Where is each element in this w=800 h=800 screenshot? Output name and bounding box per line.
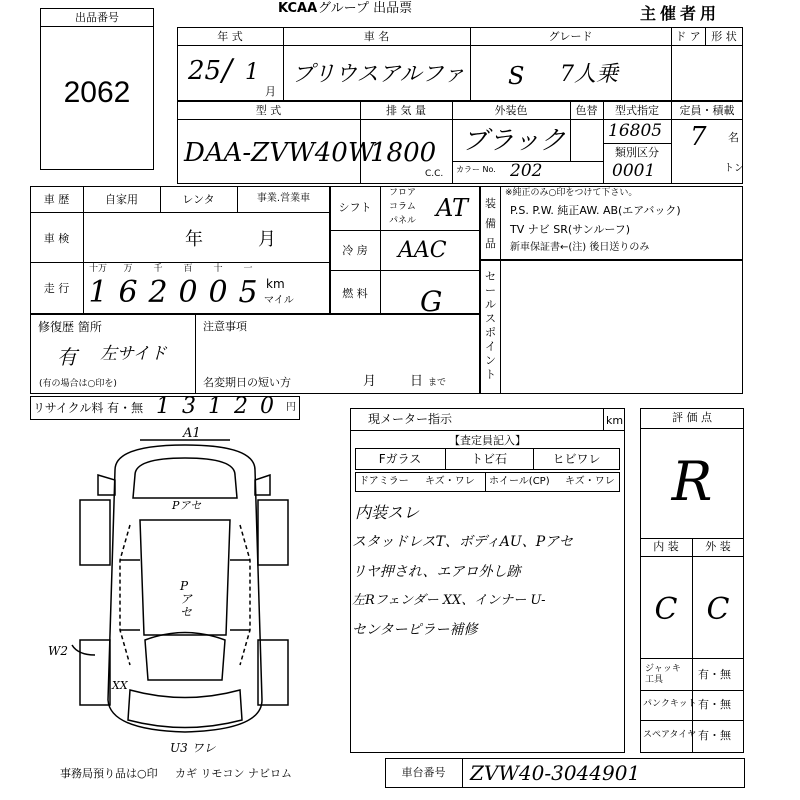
diagram-top-mark: A1 (183, 426, 201, 441)
inspector-line-1: 内装スレ (355, 503, 420, 522)
fuel-value: G (420, 285, 443, 318)
chassis-number: ZVW40-3044901 (470, 761, 641, 785)
capacity-unit: 名 (728, 131, 739, 144)
mileage-digit: 0 (178, 275, 198, 310)
diagram-roof-mark: Pアセ (172, 499, 202, 512)
seats-value: 7人乗 (560, 62, 618, 87)
notes-day: 日 (410, 374, 424, 389)
notes-until: まで (428, 378, 447, 388)
category-label: 類別区分 (615, 146, 659, 159)
recycle-digit: 2 (234, 394, 248, 419)
mirror-label: ドアミラー (359, 476, 409, 487)
shift-opt-column: コラム (389, 202, 416, 212)
recycle-digit: 3 (182, 394, 196, 419)
jack-yn: 有・無 (698, 668, 731, 681)
opt-business: 事業.営業車 (256, 193, 311, 204)
equip-line1: P.S. P.W. 純正AW. AB(エアバック) (510, 204, 681, 217)
diagram-bottom-left-mark: XX (112, 679, 128, 692)
displacement-value: 1800 (370, 138, 437, 168)
logo: KCAA (278, 1, 318, 16)
recycle-digit: 0 (260, 394, 274, 419)
sales-point-box (480, 260, 743, 394)
inspector-line-3: リヤ押され、エアロ外し跡 (352, 564, 521, 580)
year-value: 25 (188, 56, 222, 86)
month-value: 1 (245, 60, 259, 85)
type-designation-value: 16805 (608, 121, 663, 141)
displacement-label: 排 気 量 (386, 104, 426, 117)
mileage-digit: 5 (238, 275, 258, 310)
mileage-digit-label: 千 (153, 264, 163, 274)
mileage-digit-cell (173, 262, 203, 314)
inspector-label: 【査定員記入】 (449, 434, 526, 447)
opt-rental: レンタ (182, 193, 215, 206)
exterior-grade: C (706, 592, 730, 627)
ac-label: 冷 房 (342, 244, 368, 257)
year-label: 年 式 (217, 30, 243, 43)
mileage-digit-cell (233, 262, 263, 314)
equip-label: 装備品 (485, 197, 496, 250)
mileage-digit-cell (113, 262, 143, 314)
interior-grade: C (654, 592, 678, 627)
mileage-digit-label: 万 (123, 264, 133, 274)
type-designation-label: 型式指定 (615, 104, 659, 117)
km-label: km (266, 277, 285, 291)
repair-location: 左サイド (100, 344, 167, 364)
tobi-label: トビ石 (470, 452, 507, 466)
form-title: グループ 出品票 (318, 1, 413, 16)
deposit-items: カギ リモコン ナビロム (175, 767, 292, 780)
lot-number: 2062 (63, 76, 131, 109)
wheel-label: ホイール(CP) (489, 476, 550, 487)
shaken-label: 車 検 (43, 232, 70, 245)
chassis-label: 車台番号 (401, 766, 446, 779)
history-label: 車 歴 (43, 193, 70, 206)
capacity-label: 定員・積載 (679, 104, 735, 117)
recycle-digit-group (150, 396, 280, 420)
recycle-label: リサイクル料 有・無 (33, 401, 144, 415)
opt-private: 自家用 (105, 193, 138, 206)
meter-label: 現メーター指示 (368, 412, 453, 426)
car-name-label: 車 名 (363, 30, 390, 43)
inspector-line-2: スタッドレスT、ボディAU、Pアセ (352, 534, 573, 550)
notes-month: 月 (363, 374, 377, 389)
shape-label: 形 状 (711, 30, 737, 43)
mileage-digit-label: 一 (243, 264, 253, 274)
mileage-digit-cell (203, 262, 233, 314)
grade-label: グレード (548, 30, 593, 43)
color-change-label: 色替 (575, 104, 598, 117)
grade-score: R (671, 450, 713, 513)
diagram-body-mark: Pアセ (180, 579, 193, 619)
lot-number-label: 出品番号 (75, 11, 119, 24)
mirror-opts: キズ・ワレ (425, 476, 475, 487)
year-separator: / (222, 53, 233, 88)
inspector-line-5: センターピラー補修 (352, 622, 478, 638)
deposit-label: 事務局預り品は○印 (60, 767, 158, 780)
cc-label: C.C. (425, 169, 444, 179)
repair-label: 修復歴 箇所 (38, 320, 102, 334)
mileage-digit: 1 (88, 275, 108, 310)
equip-line2: TV ナビ SR(サンルーフ) (510, 223, 631, 236)
model-value: DAA-ZVW40W (184, 138, 375, 168)
category-value: 0001 (612, 161, 656, 181)
repair-mark: 有 (57, 345, 77, 369)
notes-label: 注意事項 (203, 320, 247, 333)
shift-opt-floor: フロア (389, 188, 417, 198)
puncture-label: パンクキット (643, 699, 697, 709)
fuel-label: 燃 料 (342, 287, 368, 300)
ext-color-label: 外装色 (494, 104, 528, 117)
short-shaken-label: 名変期日の短い方 (203, 376, 291, 389)
model-label: 型 式 (255, 104, 282, 117)
recycle-digit: 1 (156, 394, 170, 419)
equip-line3: 新車保証書←(注) 後日送りのみ (510, 242, 650, 253)
mileage-digit: 6 (118, 275, 138, 310)
ac-value: AAC (398, 238, 447, 263)
mileage-digit-label: 十万 (88, 264, 107, 274)
jack-label: ジャッキ工具 (645, 664, 681, 685)
grade-label-hdr: 評 価 点 (672, 411, 712, 424)
mileage-digit-group (83, 262, 263, 314)
meter-km: km (606, 414, 624, 427)
car-name: プリウスアルファ (292, 62, 466, 87)
organizer-label: 主催者用 (640, 4, 721, 23)
exterior-label: 外 装 (705, 540, 731, 553)
repair-note: (有の場合は○印を) (39, 379, 117, 389)
diagram-bottom-mark: U3 ワレ (170, 741, 216, 755)
sales-point-label: セールスポイント (485, 270, 496, 381)
wheel-opts: キズ・ワレ (565, 476, 615, 487)
mileage-digit-cell (143, 262, 173, 314)
hibi-label: ヒビワレ (552, 452, 601, 466)
mileage-digit: 0 (208, 275, 228, 310)
diagram-left-mark: W2 (48, 644, 68, 658)
fglass-label: Fガラス (378, 452, 422, 466)
mile-label: マイル (264, 295, 294, 306)
spare-label: スペアタイヤ (643, 730, 697, 740)
spare-yn: 有・無 (698, 729, 731, 742)
inspector-line-4: 左Rフェンダー XX、インナー U- (352, 593, 546, 608)
mileage-digit: 2 (148, 275, 168, 310)
shaken-year: 年 (185, 229, 203, 250)
mileage-digit-label: 十 (213, 264, 223, 274)
mileage-digit-label: 百 (183, 264, 193, 274)
shaken-month: 月 (258, 229, 276, 250)
grade-value: S (508, 62, 525, 90)
color-no-label: カラー No. (456, 165, 496, 174)
ext-color-value: ブラック (462, 126, 566, 156)
door-label: ド ア (675, 30, 701, 43)
puncture-yn: 有・無 (698, 698, 731, 711)
shift-value: AT (436, 194, 469, 222)
shift-opt-panel: パネル (389, 216, 417, 226)
mileage-label: 走 行 (43, 282, 70, 295)
capacity-value: 7 (690, 122, 707, 152)
recycle-digit: 1 (208, 394, 222, 419)
shift-label: シフト (338, 201, 372, 214)
yen-label: 円 (286, 402, 296, 413)
equip-note: ※純正のみ○印をつけて下さい。 (505, 188, 638, 198)
interior-label: 内 装 (653, 540, 679, 553)
tons-label: トン (724, 163, 744, 174)
month-unit: 月 (265, 85, 276, 98)
mileage-digit-cell (83, 262, 113, 314)
color-no-value: 202 (510, 161, 543, 181)
